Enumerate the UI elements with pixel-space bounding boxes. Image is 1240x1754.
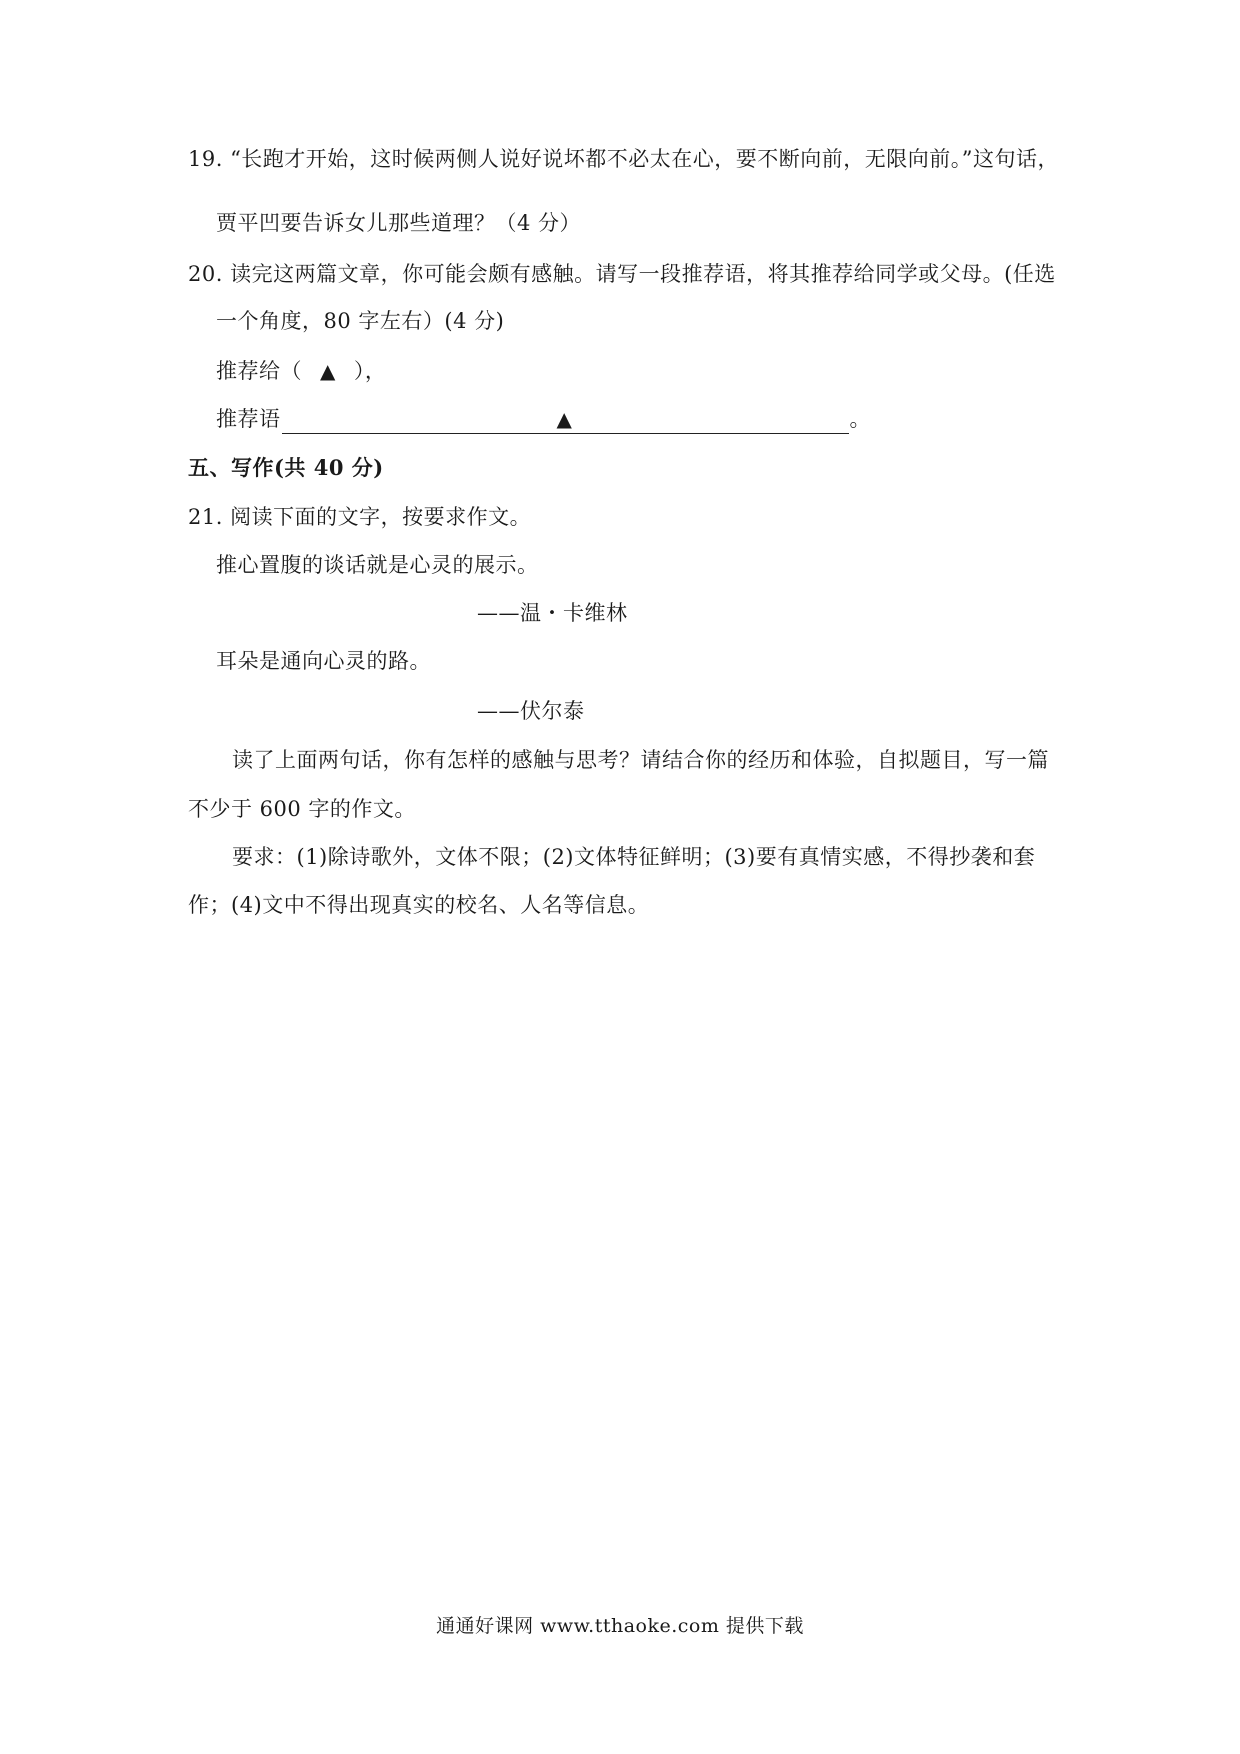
writing-prompt-line-2: 不少于 600 字的作文。 [188,797,416,821]
recommend-text-prefix: 推荐语 [216,407,281,431]
quote-1: 推心置腹的谈话就是心灵的展示。 [216,553,539,577]
question-20-line-1: 20. 读完这两篇文章，你可能会颇有感触。请写一段推荐语，将其推荐给同学或父母。(任选 [188,262,1056,286]
recommend-to-suffix: ）， [353,359,387,383]
quote-1-author: ——温・卡维林 [477,601,628,625]
recommend-to-prefix: 推荐给（ [216,359,302,383]
question-19-line-1: 19. “长跑才开始，这时候两侧人说好说坏都不必太在心，要不断向前，无限向前。”这句话， [188,147,1060,171]
recommend-text-row [216,404,871,434]
recommend-text-suffix: 。 [849,407,871,431]
question-20-line-2: 一个角度，80 字左右）(4 分) [216,309,505,333]
answer-blank-marker: ▲ [320,359,336,383]
page-footer: 通通好课网 www.tthaoke.com 提供下载 [436,1615,804,1637]
quote-2: 耳朵是通向心灵的路。 [216,649,431,673]
question-19-line-2: 贾平凹要告诉女儿那些道理？（4 分） [216,211,582,235]
question-21-intro: 21. 阅读下面的文字，按要求作文。 [188,505,532,529]
answer-blank-marker: ▲ [556,407,573,431]
answer-blank-line [282,405,849,434]
quote-2-author: ——伏尔泰 [477,699,585,723]
writing-prompt-line-1: 读了上面两句话，你有怎样的感触与思考？请结合你的经历和体验，自拟题目，写一篇 [232,748,1049,772]
requirements-line-2: 作；(4)文中不得出现真实的校名、人名等信息。 [188,893,650,917]
section-5-heading: 五、写作(共 40 分) [188,455,384,480]
recommend-to-row [216,356,386,386]
requirements-line-1: 要求：(1)除诗歌外，文体不限；(2)文体特征鲜明；(3)要有真情实感，不得抄袭和套 [232,845,1036,869]
